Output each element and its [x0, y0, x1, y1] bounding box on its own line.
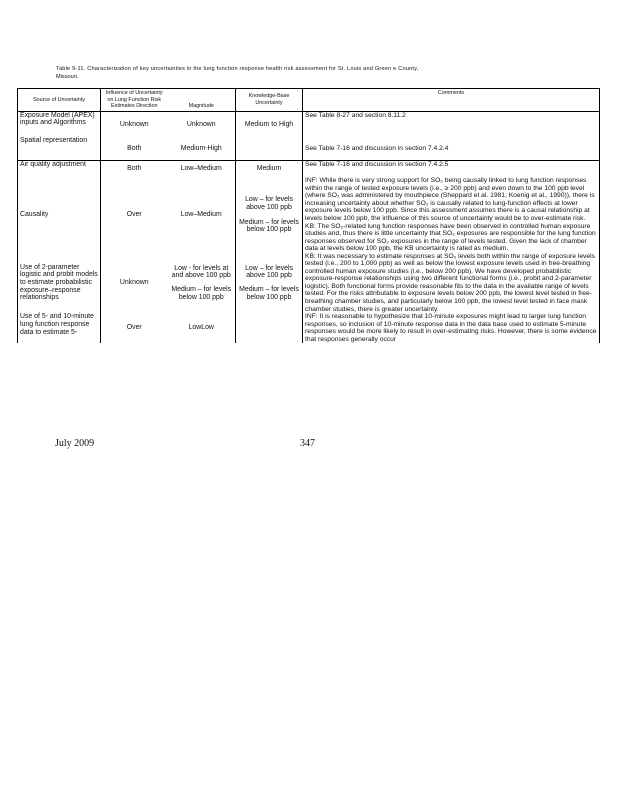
caption-line-1: Table 9-11. Characterization of key uncertainties in the lung function response health risk assessment for St. Louis and Green e County, [56, 66, 419, 72]
knowledge-low-levels: Medium – for levels below 100 ppb [239, 218, 299, 234]
row-knowledge: Medium [236, 160, 303, 177]
table-row [18, 313, 600, 343]
row-source: Use of 5- and 10-minute lung function response data to estimate 5- [18, 313, 101, 343]
row-source: Causality [18, 177, 101, 252]
row-source: Air quality adjustment [18, 160, 101, 177]
comment-kb: KB: The SO₂-related lung function responses have been observed in controlled human exposure studies and, thus there is little uncertainty that SO₂ exposures are responsible for the lung function responses observed for SO₂ exposures in the range of levels tested. Given the lack of chamber data at levels below 100 ppb, the KB uncertainty is rated as medium. [305, 222, 596, 253]
comment-inf: INF: While there is very strong support for SO₂ being causally linked to lung function responses within the range of tested exposure levels (i.e., ≥ 200 ppb) and even down to the 100 ppb level (where SO₂ was administered by mouthpiece (Sheppard et al. 1981; Koenig et al., 1990)), there is increasing uncertainty about whether SO₂ is causally related to lung-function effects at lower exposure levels below 100 ppb. Since this assessment assumes there is a causal relationship at levels below 100 ppb, the influence of this source of uncertainty would be to over-estimate risk. [305, 177, 595, 223]
page-number: 347 [300, 438, 315, 449]
row-source: Spatial representation [18, 137, 101, 160]
header-source: Source of Uncertainty [18, 89, 101, 112]
table-row [18, 160, 600, 177]
footer-date: July 2009 [55, 438, 95, 449]
magnitude-high-levels: Low - for levels at and above 100 ppb [171, 264, 231, 280]
knowledge-high-levels: Low – for levels above 100 ppb [245, 264, 293, 280]
row-magnitude-cell [168, 313, 236, 343]
knowledge-value: Low [201, 324, 214, 332]
row-source: Exposure Model (APEX) inputs and Algorithms [18, 111, 101, 137]
row-direction: Over [101, 177, 168, 252]
row-direction: Both [101, 137, 168, 160]
row-knowledge-empty [236, 313, 303, 343]
row-comments: See Table 8-27 and section 8.11.2 [303, 111, 600, 137]
header-comments: Comments [303, 89, 600, 112]
magnitude-low-levels: Medium – for levels below 100 ppb [171, 285, 232, 301]
table-row [18, 111, 600, 137]
knowledge-low-levels: Medium – for levels below 100 ppb [239, 285, 299, 301]
table-row [18, 253, 600, 313]
row-direction: Unknown [101, 253, 168, 313]
row-comments-cell [303, 177, 600, 252]
row-knowledge-cell [236, 177, 303, 252]
header-knowledge: Knowledge-Base Uncertainty [236, 89, 303, 112]
row-magnitude: Low–Medium [180, 211, 222, 219]
header-magnitude: Magnitude [168, 89, 236, 112]
row-knowledge: Medium to High [236, 111, 303, 137]
row-knowledge [236, 137, 303, 160]
table-caption [56, 66, 556, 81]
header-direction: Influence of Uncertainty on Lung Function Risk Estimates Direction [101, 89, 168, 112]
row-knowledge-cell [236, 253, 303, 313]
row-source: Use of 2-parameter logistic and probit models to estimate probabilistic exposure–response relationships [18, 253, 101, 313]
magnitude-value: Low [188, 324, 202, 332]
row-magnitude: Medium-High [168, 137, 236, 160]
row-magnitude-cell [168, 253, 236, 313]
row-direction: Both [101, 160, 168, 177]
caption-line-2: Missouri. [56, 73, 79, 80]
knowledge-high-levels: Low – for levels above 100 ppb [245, 196, 293, 211]
table-header-row [18, 89, 600, 112]
row-magnitude: Low–Medium [180, 165, 222, 173]
row-direction: Over [101, 313, 168, 343]
row-magnitude: Unknown [186, 120, 216, 128]
row-comments: INF: It is reasonable to hypothesize that 10-minute exposures might lead to larger lung function responses, so inclusion of 10-minute response data in the data base used to estimate 5-minute responses would be more likely to result in over-estimating risks. However, there is some evidence that responses generally occur [303, 313, 600, 343]
row-comments: See Table 7-16 and discussion in section 7.4.2.5 [303, 160, 600, 177]
row-comments: See Table 7-16 and discussion in section 7.4.2.4 [303, 137, 600, 160]
row-comments: KB: It was necessary to estimate responses at SO₂ levels both within the range of exposure levels tested (i.e., 200 to 1,000 ppb) as well as below the lowest exposure levels used in free-breathing controlled human exposure studies (i.e., below 200 ppb). We have developed probabilistic exposure-response relationships using two different functional forms (i.e., probit and 2-parameter logistic). Both functional forms provide reasonable fits to the data in the available range of levels tested. For the risks attributable to exposure levels below 200 ppb, the lowest level tested in free-breathing chamber studies, and particularly below 100 ppb, the lowest level tested in face mask chamber studies, there is greater uncertainty. [303, 253, 600, 313]
table-row [18, 177, 600, 252]
table-row [18, 137, 600, 160]
row-direction: Unknown [101, 111, 168, 137]
uncertainty-table [17, 88, 600, 343]
